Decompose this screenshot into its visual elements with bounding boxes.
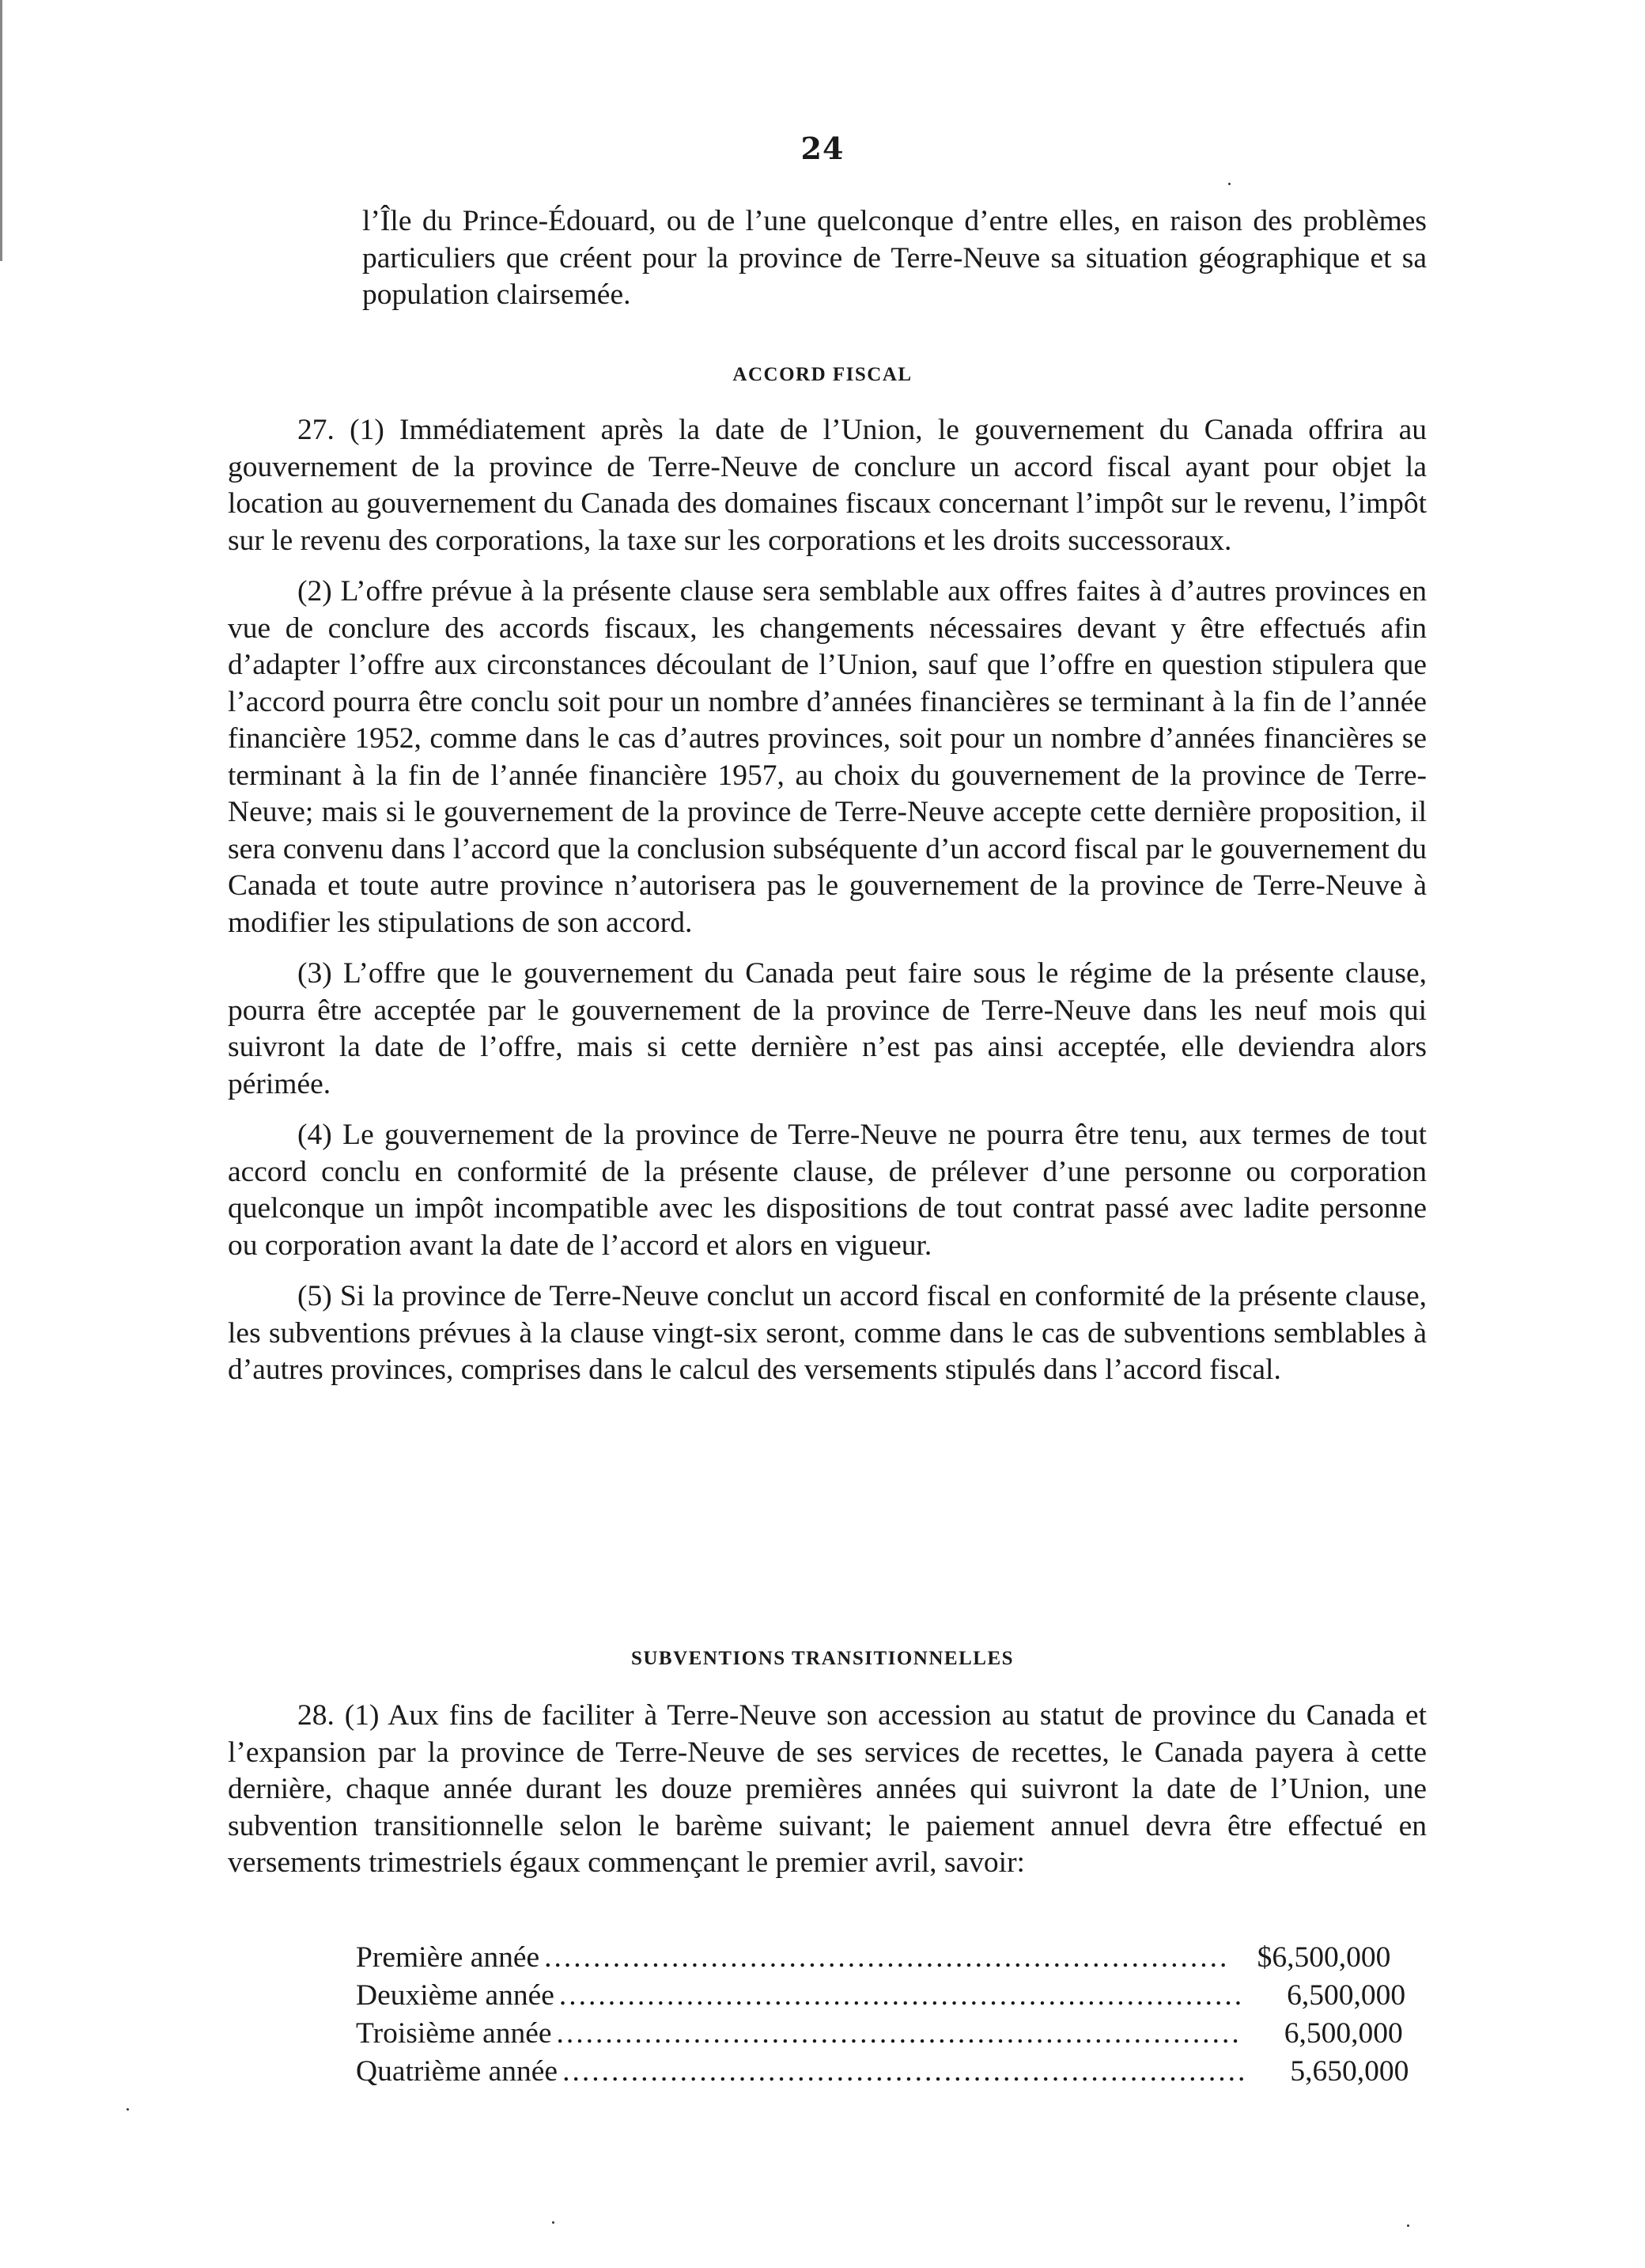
paragraph-27-4: (4) Le gouvernement de la province de Terre-Neuve ne pourra être tenu, aux termes de tout accord conclu en conformité de la présente clause, de prélever d’une personne ou corporation quelconque un impôt incompatible avec les dispositions de tout contrat passé avec ladite personne ou corporation avant la date de l’accord et alors en vigueur. xyxy=(228,1119,1427,1262)
dot-leader: ...................................................................... xyxy=(562,2055,1248,2088)
page-number: 24 xyxy=(800,131,845,166)
subsidy-schedule xyxy=(356,1940,1409,2092)
schedule-amount: 5,650,000 xyxy=(1290,2055,1409,2088)
intro-paragraph: l’Île du Prince-Édouard, ou de l’une quelconque d’entre elles, en raison des problèmes particuliers que créent pour la province de Terre-Neuve sa situation géographique et sa population clairsemée. xyxy=(362,205,1427,311)
paragraph-27-5: (5) Si la province de Terre-Neuve conclut un accord fiscal en conformité de la présente clause, les subventions prévues à la clause vingt-six seront, comme dans le cas de subventions semblables à d’autres provinces, comprises dans le calcul des versements stipulés dans l’accord fiscal. xyxy=(228,1280,1427,1386)
dot-leader: ...................................................................... xyxy=(558,1979,1245,2012)
dot-leader: ...................................................................... xyxy=(544,1941,1230,1974)
schedule-year: Troisième année xyxy=(356,2017,552,2050)
schedule-amount: $6,500,000 xyxy=(1257,1941,1391,1974)
section-fiscal-body xyxy=(228,412,1427,1389)
section-heading-subventions-transitionnelles: SUBVENTIONS TRANSITIONNELLES xyxy=(630,1648,1015,1669)
schedule-row xyxy=(356,2054,1409,2092)
paragraph-27-1: 27. (1) Immédiatement après la date de l’Union, le gouvernement du Canada offrira au gouvernement de la province de Terre-Neuve de conclure un accord fiscal ayant pour objet la location au gouvernement du Canada des domaines fiscaux concernant l’impôt sur le revenu, l’impôt sur le revenu des corporations, la taxe sur les corporations et les droits successoraux. xyxy=(228,414,1427,557)
schedule-row xyxy=(356,1940,1391,1978)
paragraph-27-3: (3) L’offre que le gouvernement du Canada peut faire sous le régime de la présente clause, pourra être acceptée par le gouvernement de la province de Terre-Neuve dans les neuf mois qui suivront la date de l’offre, mais si cette dernière n’est pas ainsi acceptée, elle deviendra alors périmée. xyxy=(228,957,1427,1100)
schedule-row xyxy=(356,1978,1406,2016)
schedule-amount: 6,500,000 xyxy=(1287,1979,1406,2012)
schedule-year: Quatrième année xyxy=(356,2055,558,2088)
schedule-year: Deuxième année xyxy=(356,1979,554,2012)
scan-speck xyxy=(1407,2224,1409,2227)
section-transition-body xyxy=(228,1698,1427,1882)
schedule-row xyxy=(356,2016,1403,2054)
dot-leader: ...................................................................... xyxy=(556,2017,1242,2050)
scan-speck xyxy=(1228,183,1231,185)
section-heading-accord-fiscal: ACCORD FISCAL xyxy=(732,364,913,385)
scan-speck xyxy=(552,2221,554,2224)
scan-speck xyxy=(127,2108,129,2111)
paragraph-28-1: 28. (1) Aux fins de faciliter à Terre-Neuve son accession au statut de province du Canada et l’expansion par la province de Terre-Neuve de ses services de recettes, le Canada payera à cette dernière, chaque année durant les douze premières années qui suivront la date de l’Union, une subvention transitionnelle selon le barème suivant; le paiement annuel devra être effectué en versements trimestriels égaux commençant le premier avril, savoir: xyxy=(228,1699,1427,1879)
schedule-year: Première année xyxy=(356,1941,540,1974)
schedule-amount: 6,500,000 xyxy=(1284,2017,1403,2050)
paragraph-27-2: (2) L’offre prévue à la présente clause sera semblable aux offres faites à d’autres provinces en vue de conclure des accords fiscaux, les changements nécessaires devant y être effectués afin d’adapter l’offre aux circonstances découlant de l’Union, sauf que l’offre en question stipulera que l’accord pourra être conclu soit pour un nombre d’années financières se terminant à la fin de l’année financière 1952, comme dans le cas d’autres provinces, soit pour un nombre d’années financières se terminant à la fin de l’année financière 1957, au choix du gouvernement de la province de Terre-Neuve; mais si le gouvernement de la province de Terre-Neuve accepte cette dernière proposition, il sera convenu dans l’accord que la conclusion subséquente d’un accord fiscal par le gouvernement du Canada et toute autre province n’autorisera pas le gouvernement de la province de Terre-Neuve à modifier les stipulations de son accord. xyxy=(228,575,1427,939)
